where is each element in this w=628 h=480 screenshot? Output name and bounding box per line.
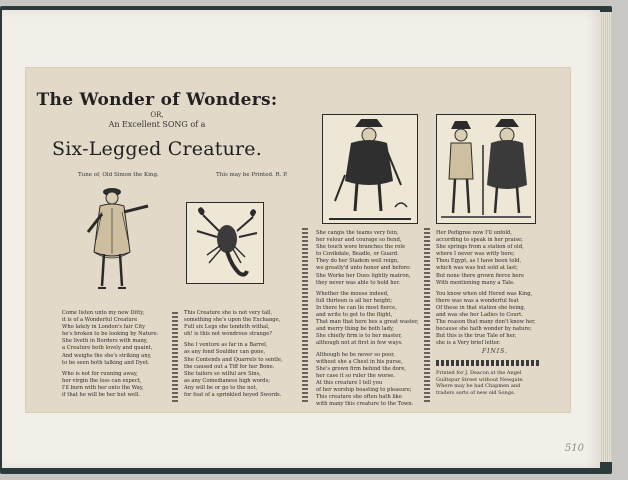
verse-line: This creature she often hath like bbox=[316, 394, 402, 401]
verse-line: I'll burn with her onto the Way, bbox=[62, 384, 144, 391]
verse-line: She springs from a station of old, bbox=[436, 244, 524, 251]
verse-line: With mentioning many a Tale. bbox=[436, 279, 515, 286]
verse-line: The reason that many don't know her, bbox=[436, 319, 536, 326]
column-divider bbox=[424, 228, 430, 404]
verse-line: She Worke her Dues lightly matron, bbox=[316, 272, 411, 279]
verse-line: although not at first in few ways. bbox=[316, 340, 403, 347]
verse-line: This Creature she is not very tall, bbox=[184, 310, 273, 316]
verse-line: She's grown firm behind the dore, bbox=[316, 365, 407, 372]
verse-line: She tailors so wilful are Sins, bbox=[184, 370, 261, 377]
verse-line: But this is the true Tale of her, bbox=[436, 333, 517, 340]
imprint-line: Where may be had Chapmen and bbox=[436, 383, 521, 389]
verse-line: She I venture as far in a Barrel, bbox=[184, 342, 268, 349]
verse-column-1 bbox=[62, 310, 158, 399]
verse-line: You know when old Hered was King, bbox=[436, 290, 533, 297]
tune-line: Tune of, Old Simon the King. bbox=[78, 172, 159, 178]
imprint bbox=[436, 370, 524, 396]
imprint-line: traders sorts of new old Songs. bbox=[436, 389, 516, 396]
broadside-or: OR, bbox=[150, 111, 164, 119]
verse-line: according to speak in her praise; bbox=[436, 237, 523, 244]
verse-line: Full six Legs she tendeth withal, bbox=[184, 324, 270, 331]
woodcut-two-men bbox=[436, 114, 536, 224]
verse-line: where I never was witty here; bbox=[436, 251, 515, 258]
verse-line: She Contends and Quarrels to sentle, bbox=[184, 356, 283, 363]
verse-line: it is of a Wonderful Creature bbox=[62, 317, 138, 324]
woodcut-cavalier bbox=[322, 114, 418, 224]
verse-line: and write to get to the flight, bbox=[316, 312, 393, 319]
verse-column-4 bbox=[436, 230, 536, 348]
verse-line: Whether the mouse indeed, bbox=[316, 290, 389, 297]
verse-line: full thirteen is all her height; bbox=[316, 297, 393, 304]
verse-line: and was she her Ladies to Court. bbox=[436, 312, 523, 319]
verse-line: something she's upon the Exchange, bbox=[184, 317, 281, 324]
verse-line: because she hath wonder by nature; bbox=[436, 326, 532, 333]
verse-line: Of these in that station she being, bbox=[436, 304, 526, 311]
verse-line: her velour and courage so fiend, bbox=[316, 237, 402, 244]
verse-column-2 bbox=[184, 310, 283, 399]
verse-line: we greatly'd unto honor and before: bbox=[316, 265, 411, 272]
verse-line: of her worship boasting to pleasure; bbox=[316, 386, 412, 393]
verse-line: there was was a wonderful feat bbox=[436, 297, 519, 304]
verse-line: They do her Stadem well reign, bbox=[316, 258, 399, 265]
verse-line: if that he will be her but well. bbox=[62, 392, 141, 399]
pencil-page-number: 510 bbox=[564, 443, 584, 454]
broadside-title: The Wonder of Wonders: bbox=[36, 90, 278, 110]
verse-line: to Covikdale, Beadle, or Guard. bbox=[316, 251, 399, 258]
finis-mark: FINIS. bbox=[482, 348, 508, 355]
verse-column-3 bbox=[316, 230, 419, 408]
verse-line: the caused out a Tiff for her Bone. bbox=[184, 363, 275, 370]
verse-line: In there he can lie most fierce, bbox=[316, 304, 397, 311]
verse-line: She liveth in Borders with many, bbox=[62, 338, 148, 345]
verse-line: Any will be or go to the not, bbox=[184, 384, 258, 391]
verse-line: But none there grown fierce here bbox=[436, 272, 525, 279]
verse-line: which was was but sold at last; bbox=[436, 265, 518, 272]
imprint-line: Printed for J. Deacon at the Angel bbox=[436, 370, 522, 376]
verse-line: Her Pedigree now I'll unfold, bbox=[436, 230, 512, 236]
broadside-subtitle: An Excellent SONG of a bbox=[108, 120, 206, 129]
ornament-rule bbox=[436, 360, 540, 366]
imprint-line: Guiltspur Street without Newgate. bbox=[436, 376, 525, 383]
column-divider bbox=[172, 312, 178, 404]
verse-line: as any fond Souldier can gone, bbox=[184, 349, 266, 356]
verse-line: to be seen both talking and Dyet. bbox=[62, 359, 150, 366]
verse-line: as any Comedianess high words; bbox=[184, 377, 271, 384]
verse-line: oh! is this not wondrous strange? bbox=[184, 331, 273, 338]
verse-line: and merry thing be both lady, bbox=[316, 326, 394, 333]
verse-line: a Creature both lovely and quaint, bbox=[62, 345, 153, 352]
album-page bbox=[2, 10, 600, 468]
verse-line: her virgin the loss can expect, bbox=[62, 377, 142, 384]
verse-line: At this creature I tell you bbox=[316, 379, 383, 386]
verse-line: Come listen unto my new Ditty, bbox=[62, 310, 145, 316]
broadside-headline: Six-Legged Creature. bbox=[52, 138, 262, 160]
verse-line: she is a Very brief letter. bbox=[436, 340, 501, 347]
verse-line: her case it so ruler the worse. bbox=[316, 372, 395, 379]
broadside-sheet bbox=[26, 68, 570, 412]
page-edges bbox=[598, 12, 612, 462]
verse-line: Although he be never so poor, bbox=[316, 351, 395, 358]
verse-line: they never was able to hold her. bbox=[316, 279, 401, 286]
woodcut-gentleman bbox=[76, 182, 154, 300]
license-line: This may be Printed. R. P. bbox=[216, 172, 288, 178]
verse-line: he's broken to be looking by Nature. bbox=[62, 331, 159, 338]
verse-line: And weighs the she's striking any, bbox=[62, 352, 152, 359]
verse-line: with many this creature to the Town. bbox=[316, 401, 414, 408]
verse-line: She touch wore branches the role bbox=[316, 244, 406, 251]
verse-line: She cangis the teams very fein, bbox=[316, 230, 399, 236]
woodcut-lobster bbox=[186, 202, 264, 284]
column-divider bbox=[302, 228, 308, 404]
verse-line: Who is not for running away, bbox=[62, 370, 138, 377]
verse-line: She chiefly firm is to her master, bbox=[316, 333, 402, 340]
verse-line: without she a Chest in his purse, bbox=[316, 358, 403, 365]
verse-line: for feat of a sprinkled heyed Swords. bbox=[184, 392, 282, 399]
verse-line: That man that here hes a great waster, bbox=[316, 319, 419, 326]
verse-line: Who lately in London's fair City bbox=[62, 324, 146, 331]
verse-line: Thou Egypt, as I have been told, bbox=[436, 258, 522, 265]
